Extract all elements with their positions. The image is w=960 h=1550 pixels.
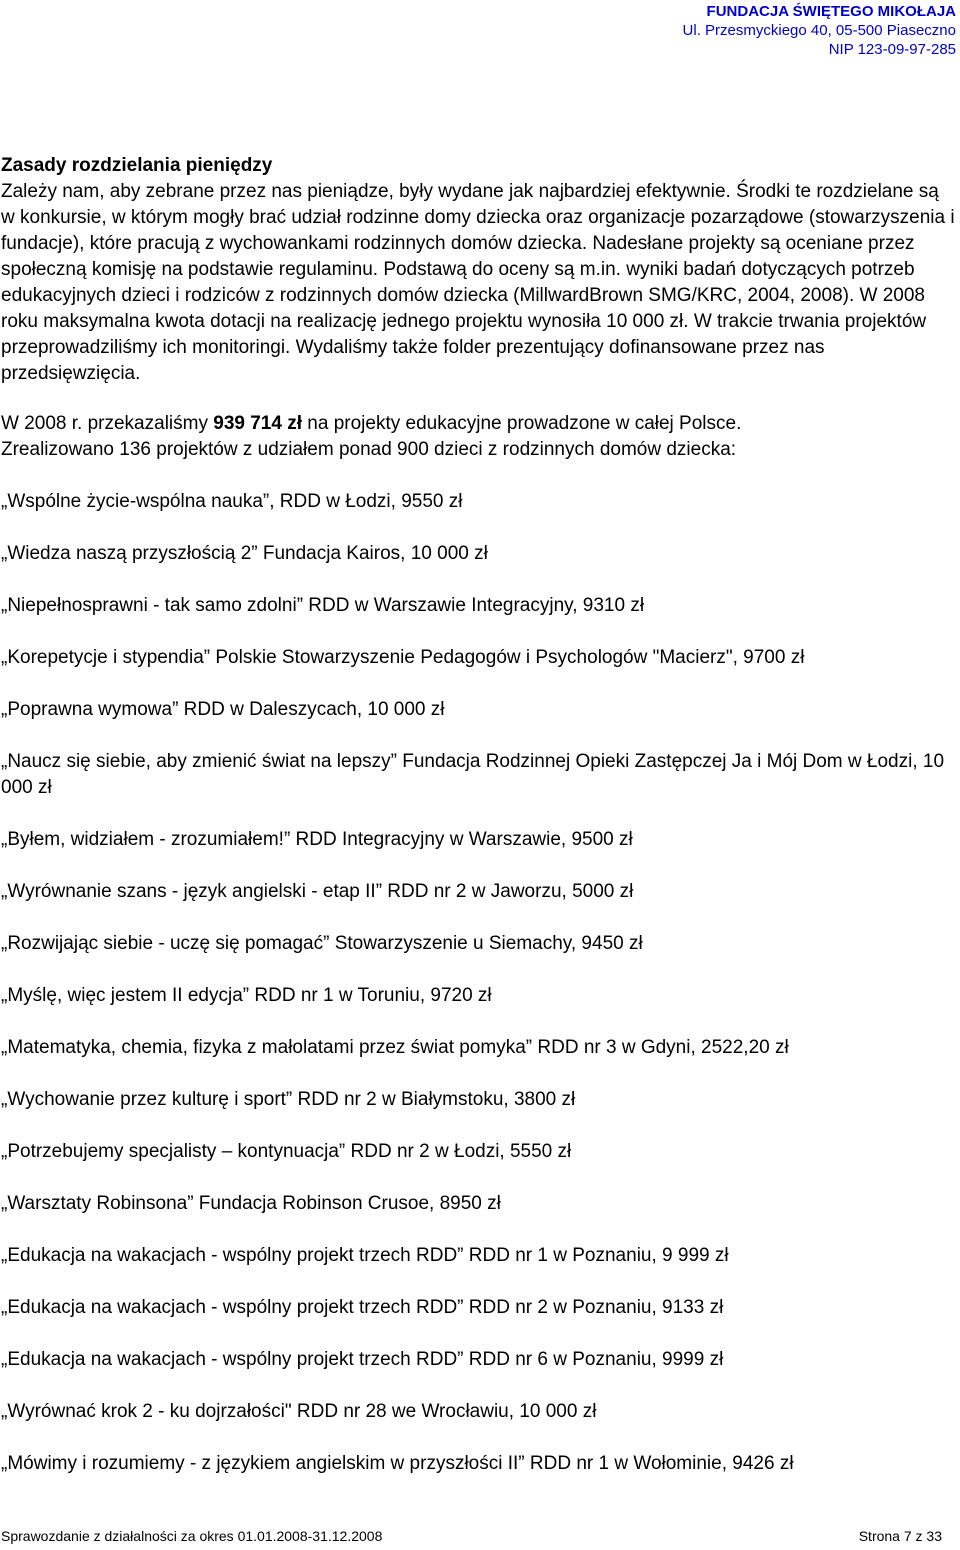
summary-total-amount: 939 714 zł: [213, 413, 302, 434]
project-item: „Myślę, więc jestem II edycja” RDD nr 1 w Toruniu, 9720 zł: [1, 985, 492, 1006]
project-item: „Edukacja na wakacjach - wspólny projekt trzech RDD” RDD nr 2 w Poznaniu, 9133 zł: [1, 1297, 724, 1318]
summary-line-amount: [1, 411, 956, 437]
project-item: „Potrzebujemy specjalisty – kontynuacja” RDD nr 2 w Łodzi, 5550 zł: [1, 1141, 572, 1162]
page-header: [683, 2, 956, 59]
page-footer: [1, 1527, 942, 1545]
project-item: „Edukacja na wakacjach - wspólny projekt trzech RDD” RDD nr 1 w Poznaniu, 9 999 zł: [1, 1245, 729, 1266]
project-item: „Korepetycje i stypendia” Polskie Stowarzyszenie Pedagogów i Psychologów "Macierz", 9700 zł: [1, 647, 805, 668]
organization-nip: NIP 123-09-97-285: [828, 41, 956, 58]
footer-report-title: Sprawozdanie z działalności za okres 01.01.2008-31.12.2008: [1, 1528, 383, 1544]
document-body: [1, 153, 956, 1477]
project-item: „Rozwijając siebie - uczę się pomagać” Stowarzyszenie u Siemachy, 9450 zł: [1, 933, 643, 954]
project-item: „Warsztaty Robinsona” Fundacja Robinson Crusoe, 8950 zł: [1, 1193, 501, 1214]
project-list: [1, 489, 956, 1477]
project-item: „Wspólne życie-wspólna nauka”, RDD w Łodzi, 9550 zł: [1, 491, 463, 512]
organization-address: Ul. Przesmyckiego 40, 05-500 Piaseczno: [682, 22, 956, 39]
project-item: „Wyrównać krok 2 - ku dojrzałości" RDD nr 28 we Wrocławiu, 10 000 zł: [1, 1401, 597, 1422]
organization-name: FUNDACJA ŚWIĘTEGO MIKOŁAJA: [706, 3, 956, 20]
summary-line-projects: Zrealizowano 136 projektów z udziałem ponad 900 dzieci z rodzinnych domów dziecka:: [1, 439, 737, 460]
footer-page-number: Strona 7 z 33: [858, 1528, 942, 1544]
summary-text-before: W 2008 r. przekazaliśmy: [1, 413, 214, 434]
summary: [1, 411, 956, 463]
project-item: „Mówimy i rozumiemy - z językiem angielskim w przyszłości II” RDD nr 1 w Wołominie, 9426 zł: [1, 1453, 794, 1474]
section-paragraph: Zależy nam, aby zebrane przez nas pieniądze, były wydane jak najbardziej efektywnie. Środki te rozdzielane są w konkursie, w którym mogły brać udział rodzinne domy dziecka oraz organizacje pozarządowe (stowarzyszenia i fundacje), które pracują z wychowankami rodzinnych domów dziecka. Nadesłane projekty są oceniane przez społeczną komisję na podstawie regulaminu. Podstawą do oceny są m.in. wyniki badań dotyczących potrzeb edukacyjnych dzieci i rodziców z rodzinnych domów dziecka (MillwardBrown SMG/KRC, 2004, 2008). W 2008 roku maksymalna kwota dotacji na realizację jednego projektu wynosiła 10 000 zł. W trakcie trwania projektów przeprowadziliśmy ich monitoringi. Wydaliśmy także folder prezentujący dofinansowane przez nas przedsięwzięcia.: [1, 181, 955, 384]
project-item: „Matematyka, chemia, fizyka z małolatami przez świat pomyka” RDD nr 3 w Gdyni, 2522,20 zł: [1, 1037, 789, 1058]
project-item: „Wiedza naszą przyszłością 2” Fundacja Kairos, 10 000 zł: [1, 543, 488, 564]
summary-text-after: na projekty edukacyjne prowadzone w całej Polsce.: [302, 413, 742, 434]
section-title: Zasady rozdzielania pieniędzy: [1, 155, 273, 176]
project-item: „Edukacja na wakacjach - wspólny projekt trzech RDD” RDD nr 6 w Poznaniu, 9999 zł: [1, 1349, 724, 1370]
project-item: „Wyrównanie szans - język angielski - etap II” RDD nr 2 w Jaworzu, 5000 zł: [1, 881, 634, 902]
project-item: „Niepełnosprawni - tak samo zdolni” RDD w Warszawie Integracyjny, 9310 zł: [1, 595, 645, 616]
project-item: „Byłem, widziałem - zrozumiałem!” RDD Integracyjny w Warszawie, 9500 zł: [1, 829, 633, 850]
project-item: „Naucz się siebie, aby zmienić świat na lepszy” Fundacja Rodzinnej Opieki Zastępczej Ja i Mój Dom w Łodzi, 10 000 zł: [1, 751, 945, 798]
project-item: „Wychowanie przez kulturę i sport” RDD nr 2 w Białymstoku, 3800 zł: [1, 1089, 576, 1110]
project-item: „Poprawna wymowa” RDD w Daleszycach, 10 000 zł: [1, 699, 445, 720]
